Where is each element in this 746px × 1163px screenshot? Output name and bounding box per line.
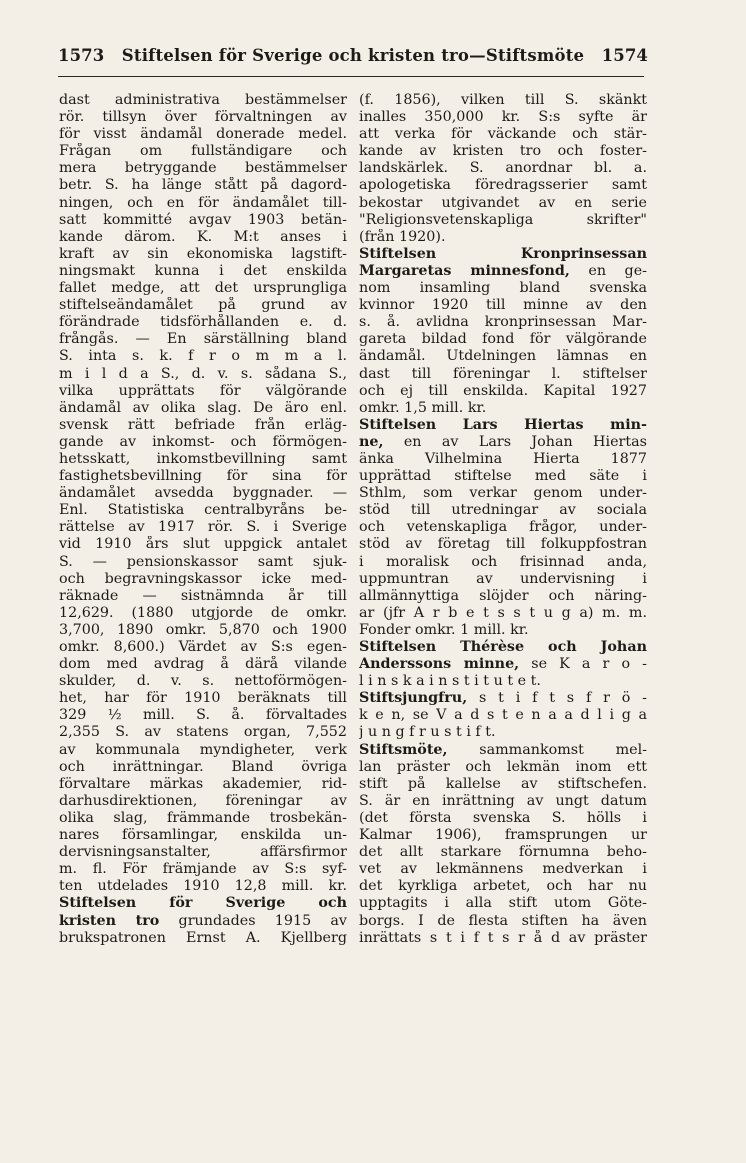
text-line: j u n g f r u s t i f t.: [359, 724, 496, 741]
text-line: ändamålet avsedda byggnader. —: [59, 485, 347, 502]
text-line: kande av kristen tro och foster-: [359, 143, 647, 160]
entry-heading-line: Stiftelsen Kronprinsessan: [359, 245, 647, 262]
text-line: S. — pensionskassor samt sjuk-: [59, 553, 347, 570]
text-line: uppmuntran av undervisning i: [359, 570, 647, 587]
text-line: inalles 350,000 kr. S:s syfte är: [359, 109, 647, 126]
text-line: omkr. 8,600.) Värdet av S:s egen-: [59, 639, 347, 655]
text-line: det allt starkare förnumna beho-: [359, 844, 647, 861]
text-line: 3,700, 1890 omkr. 5,870 och 1900: [59, 621, 347, 638]
text-line: het, har för 1910 beräknats till: [59, 690, 347, 707]
text-line: skulder, d. v. s. nettoförmögen-: [59, 673, 347, 690]
text-line: Sthlm, som verkar genom under-: [359, 485, 647, 502]
text-line: gareta bildad fond för välgörande: [359, 331, 647, 348]
text-line: ningsmakt kunna i det enskilda: [59, 262, 347, 279]
text-line: att verka för väckande och stär-: [359, 126, 647, 143]
text-line: dast administrativa bestämmelser: [59, 92, 347, 108]
text-line: olika slag, främmande trosbekän-: [59, 809, 347, 826]
text-line: svensk rätt befriade från erläg-: [59, 416, 347, 433]
text-line: och vetenskapliga frågor, under-: [359, 519, 647, 536]
text-line: stöd av företag till folkuppfostran: [359, 536, 647, 553]
left-column: [59, 92, 347, 947]
page-header: [58, 46, 648, 65]
text-line: (det första svenska S. hölls i: [359, 809, 647, 826]
text-line: s. å. avlidna kronprinsessan Mar-: [359, 314, 647, 331]
text-line: änka Vilhelmina Hierta 1877: [359, 450, 647, 467]
text-line: l i n s k a i n s t i t u t e t.: [359, 673, 541, 690]
text-line: kande därom. K. M:t anses i: [59, 228, 347, 245]
text-line: stift på kallelse av stiftschefen.: [359, 775, 647, 792]
text-line: ändamål. Utdelningen lämnas en: [359, 348, 647, 365]
text-line: betr. S. ha länge stått på dagord-: [59, 177, 347, 194]
text-line: ningen, och en för ändamålet till-: [59, 194, 347, 211]
text-line: gande av inkomst- och förmögen-: [59, 433, 347, 450]
running-title: Stiftelsen för Sverige och kristen tro—Stiftsmöte: [121, 46, 585, 65]
entry-heading-line: ne, en av Lars Johan Hiertas: [359, 433, 647, 450]
text-line: m i l d a S., d. v. s. sådana S.,: [59, 365, 347, 382]
text-line: dom med avdrag å därå vilande: [59, 656, 347, 673]
text-line: S. inta s. k. f r o m m a l.: [59, 348, 347, 365]
text-line: omkr. 1,5 mill. kr.: [359, 399, 487, 416]
text-line: ar (jfr A r b e t s s t u g a) m. m.: [359, 604, 647, 621]
text-line: (från 1920).: [359, 228, 446, 245]
entry-heading-line: Stiftelsen Lars Hiertas min-: [359, 416, 647, 433]
text-line: upptagits i alla stift utom Göte-: [359, 895, 647, 912]
text-line: "Religionsvetenskapliga skrifter": [359, 211, 647, 228]
text-line: det kyrkliga arbetet, och har nu: [359, 878, 647, 895]
text-line: vilka upprättats för välgörande: [59, 382, 347, 399]
text-line: m. fl. För främjande av S:s syf-: [59, 861, 347, 878]
text-line: Fonder omkr. 1 mill. kr.: [359, 621, 529, 638]
entry-heading-line: Stiftelsen Thérèse och Johan: [359, 639, 647, 655]
text-line: ten utdelades 1910 12,8 mill. kr.: [59, 878, 347, 895]
text-line: vet av lekmännens medverkan i: [359, 861, 647, 878]
text-line: räknade — sistnämnda år till: [59, 587, 347, 604]
text-line: allmännyttiga slöjder och näring-: [359, 587, 647, 604]
text-line: för visst ändamål donerade medel.: [59, 126, 347, 143]
entry-heading-line: Anderssons minne, se K a r o -: [359, 656, 647, 673]
text-line: 12,629. (1880 utgjorde de omkr.: [59, 604, 347, 621]
right-column: [359, 92, 647, 947]
text-line: och ej till enskilda. Kapital 1927: [359, 382, 647, 399]
text-line: bekostar utgivandet av en serie: [359, 194, 647, 211]
text-line: mera betryggande bestämmelser: [59, 160, 347, 177]
entry-heading-line: Margaretas minnesfond, en ge-: [359, 262, 647, 279]
text-line: fallet medge, att det ursprungliga: [59, 280, 347, 297]
text-line: Enl. Statistiska centralbyråns be-: [59, 502, 347, 519]
text-line: inrättats s t i f t s r å d av präster: [359, 929, 647, 946]
text-line: borgs. I de flesta stiften ha även: [359, 912, 647, 929]
text-line: vid 1910 års slut uppgick antalet: [59, 536, 347, 553]
entry-heading-line: kristen tro grundades 1915 av: [59, 912, 347, 929]
text-line: Kalmar 1906), framsprungen ur: [359, 827, 647, 844]
header-rule: [58, 76, 644, 77]
text-line: Frågan om fullständigare och: [59, 143, 347, 160]
text-line: stiftelseändamålet på grund av: [59, 297, 347, 314]
text-line: dast till föreningar l. stiftelser: [359, 365, 647, 382]
page-number-left: 1573: [58, 46, 105, 65]
text-line: förvaltare märkas akademier, rid-: [59, 775, 347, 792]
text-line: rättelse av 1917 rör. S. i Sverige: [59, 519, 347, 536]
text-line: i moralisk och frisinnad anda,: [359, 553, 647, 570]
text-line: dervisningsanstalter, affärsfirmor: [59, 844, 347, 861]
text-line: apologetiska föredragsserier samt: [359, 177, 647, 194]
text-line: rör. tillsyn över förvaltningen av: [59, 109, 347, 126]
text-line: kvinnor 1920 till minne av den: [359, 297, 647, 314]
text-line: ändamål av olika slag. De äro enl.: [59, 399, 347, 416]
text-line: k e n, se V a d s t e n a a d l i g a: [359, 707, 647, 724]
entry-heading-line: Stiftsmöte, sammankomst mel-: [359, 741, 647, 758]
page-number-right: 1574: [601, 46, 648, 65]
text-line: brukspatronen Ernst A. Kjellberg: [59, 929, 347, 946]
text-line: förändrade tidsförhållanden e. d.: [59, 314, 347, 331]
text-line: upprättad stiftelse med säte i: [359, 468, 647, 485]
text-line: (f. 1856), vilken till S. skänkt: [359, 92, 647, 108]
text-line: av kommunala myndigheter, verk: [59, 741, 347, 758]
entry-heading-line: Stiftelsen för Sverige och: [59, 895, 347, 912]
text-line: fastighetsbevillning för sina för: [59, 468, 347, 485]
text-line: nares församlingar, enskilda un-: [59, 827, 347, 844]
text-line: och inrättningar. Bland övriga: [59, 758, 347, 775]
text-line: 2,355 S. av statens organ, 7,552: [59, 724, 347, 741]
text-line: frångås. — En särställning bland: [59, 331, 347, 348]
text-line: landskärlek. S. anordnar bl. a.: [359, 160, 647, 177]
text-line: stöd till utredningar av sociala: [359, 502, 647, 519]
text-line: lan präster och lekmän inom ett: [359, 758, 647, 775]
text-line: S. är en inrättning av ungt datum: [359, 792, 647, 809]
text-line: satt kommitté avgav 1903 betän-: [59, 211, 347, 228]
text-line: hetsskatt, inkomstbevillning samt: [59, 450, 347, 467]
text-line: 329 ½ mill. S. å. förvaltades: [59, 707, 347, 724]
text-line: och begravningskassor icke med-: [59, 570, 347, 587]
text-line: darhusdirektionen, föreningar av: [59, 792, 347, 809]
text-line: nom insamling bland svenska: [359, 280, 647, 297]
text-line: kraft av sin ekonomiska lagstift-: [59, 245, 347, 262]
entry-heading-line: Stiftsjungfru, s t i f t s f r ö -: [359, 690, 647, 707]
